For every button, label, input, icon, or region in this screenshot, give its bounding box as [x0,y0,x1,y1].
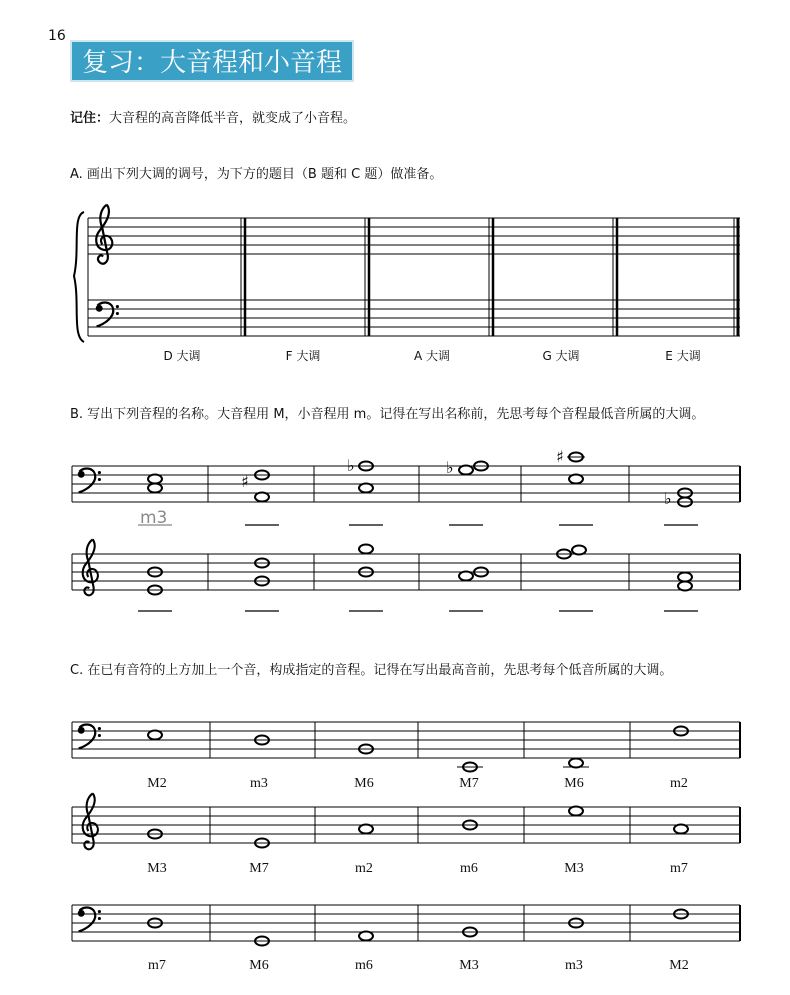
page-title: 复习：大音程和小音程 [70,40,354,82]
interval-label: m3 [565,958,583,973]
interval-label: M7 [459,776,479,791]
bass-clef-icon [78,724,101,748]
key-label: F 大调 [285,349,321,363]
interval-label: M2 [147,776,167,791]
bass-clef-icon [78,907,101,931]
interval-label: M3 [147,861,167,876]
accidentals-b [241,447,672,508]
example-answer: m3 [140,508,168,528]
svg-text:♭: ♭ [664,489,672,508]
bass-clef-icon [78,468,101,492]
interval-label: M2 [669,958,689,973]
interval-labels-row1 [147,776,688,791]
svg-text:♯: ♯ [241,472,249,491]
staff-c-2 [72,793,740,849]
interval-label: M6 [564,776,584,791]
interval-labels-row3 [148,958,689,973]
interval-label: m7 [148,958,166,973]
interval-label: M6 [354,776,374,791]
staff-b-bass [72,466,740,502]
interval-label: M6 [249,958,269,973]
grand-staff-a [74,205,740,342]
brace [74,212,84,342]
key-label: D 大调 [163,349,201,363]
interval-label: m7 [670,861,688,876]
svg-text:♭: ♭ [347,456,355,475]
bass-clef-icon [96,302,119,326]
interval-label: M3 [564,861,584,876]
treble-clef-icon [83,793,98,849]
svg-text:♯: ♯ [556,447,564,466]
notes-b [148,453,692,595]
interval-label: M3 [459,958,479,973]
interval-label: M7 [249,861,269,876]
staff-c-3 [72,905,740,946]
page-number: 16 [48,28,66,44]
key-label: G 大调 [542,349,580,363]
section-a-instruction: A. 画出下列大调的调号，为下方的题目（B 题和 C 题）做准备。 [70,167,443,182]
interval-labels-row2 [147,861,688,876]
staff-c-1 [72,722,740,772]
treble-clef-icon [96,205,112,264]
section-b-instruction: B. 写出下列音程的名称。大音程用 M，小音程用 m。记得在写出名称前，先思考每个音程最低音所属的大调。 [70,407,705,422]
interval-label: m3 [250,776,268,791]
svg-text:♭: ♭ [446,458,454,477]
treble-clef-icon [83,539,98,595]
remember-label: 记住： [70,111,110,126]
interval-label: m6 [355,958,373,973]
staff-b-treble [72,539,740,595]
section-c-instruction: C. 在已有音符的上方加上一个音，构成指定的音程。记得在写出最高音前，先思考每个低音所属的大调。 [70,663,673,678]
key-label: A 大调 [413,349,451,363]
remember-text: 大音程的高音降低半音，就变成了小音程。 [109,111,357,126]
key-label: E 大调 [665,349,701,363]
interval-label: m2 [355,861,373,876]
interval-label: m6 [460,861,478,876]
interval-label: m2 [670,776,688,791]
